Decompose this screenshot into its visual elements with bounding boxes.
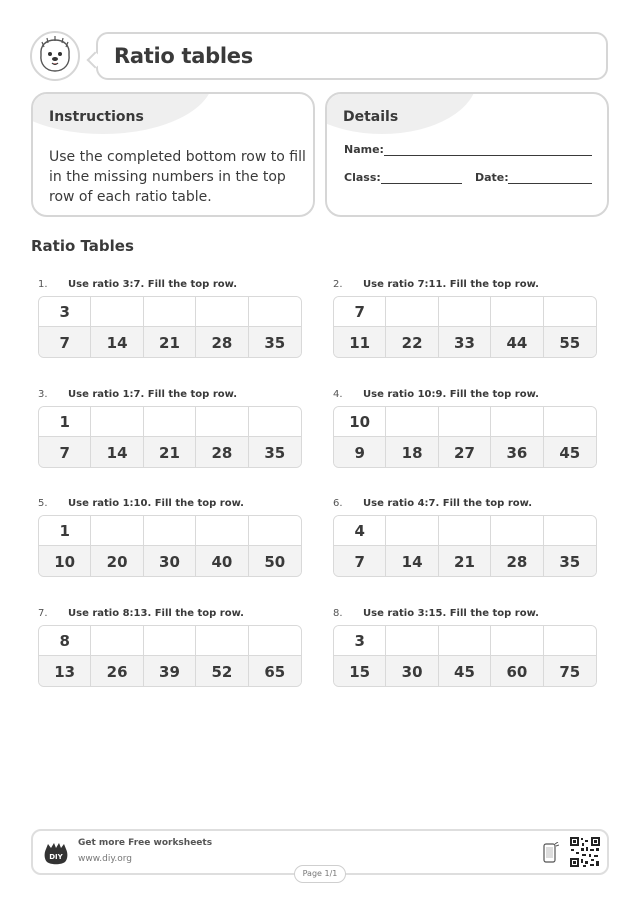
answer-cell[interactable] <box>544 407 596 437</box>
answer-cell[interactable] <box>144 297 196 327</box>
answer-cell[interactable] <box>386 626 438 656</box>
problem-instruction: Use ratio 7:11. Fill the top row. <box>363 279 539 290</box>
bottom-cell: 28 <box>491 546 543 577</box>
answer-cell[interactable] <box>439 297 491 327</box>
bottom-cell: 65 <box>249 656 301 687</box>
problem-number: 2. <box>333 279 343 290</box>
name-field[interactable] <box>384 155 592 156</box>
answer-cell[interactable] <box>386 297 438 327</box>
bottom-cell: 30 <box>144 546 196 577</box>
instructions-text: Use the completed bottom row to fill in the missing numbers in the top row of each ratio table. <box>49 149 306 205</box>
problem-number: 8. <box>333 608 343 619</box>
bottom-cell: 27 <box>439 437 491 468</box>
answer-cell[interactable] <box>439 516 491 546</box>
bottom-cell: 35 <box>544 546 596 577</box>
bottom-cell: 7 <box>39 327 91 358</box>
answer-cell[interactable] <box>91 297 143 327</box>
answer-cell[interactable] <box>386 516 438 546</box>
details-heading: Details <box>343 109 399 125</box>
class-label: Class: <box>344 171 381 184</box>
given-top-cell: 7 <box>334 297 386 327</box>
bottom-cell: 21 <box>439 546 491 577</box>
bottom-cell: 7 <box>334 546 386 577</box>
bottom-cell: 14 <box>386 546 438 577</box>
bottom-cell: 44 <box>491 327 543 358</box>
answer-cell[interactable] <box>491 626 543 656</box>
problem-instruction: Use ratio 3:7. Fill the top row. <box>68 279 238 290</box>
ratio-table <box>333 625 597 687</box>
bottom-cell: 35 <box>249 327 301 358</box>
date-field[interactable] <box>508 183 592 184</box>
bottom-cell: 36 <box>491 437 543 468</box>
answer-cell[interactable] <box>196 297 248 327</box>
bottom-cell: 45 <box>544 437 596 468</box>
answer-cell[interactable] <box>144 626 196 656</box>
bottom-cell: 55 <box>544 327 596 358</box>
bottom-cell: 50 <box>249 546 301 577</box>
answer-cell[interactable] <box>439 407 491 437</box>
problem-number: 6. <box>333 498 343 509</box>
answer-cell[interactable] <box>196 626 248 656</box>
given-top-cell: 1 <box>39 516 91 546</box>
answer-cell[interactable] <box>491 516 543 546</box>
ratio-table <box>38 515 302 577</box>
bottom-cell: 21 <box>144 437 196 468</box>
answer-cell[interactable] <box>249 516 301 546</box>
ratio-table <box>333 406 597 468</box>
problem-instruction: Use ratio 1:7. Fill the top row. <box>68 389 238 400</box>
bottom-cell: 28 <box>196 327 248 358</box>
logo-text: DIY <box>49 853 63 861</box>
answer-cell[interactable] <box>439 626 491 656</box>
answer-cell[interactable] <box>386 407 438 437</box>
given-top-cell: 10 <box>334 407 386 437</box>
bottom-cell: 22 <box>386 327 438 358</box>
ratio-table <box>333 515 597 577</box>
problem-instruction: Use ratio 10:9. Fill the top row. <box>363 389 539 400</box>
bottom-cell: 14 <box>91 437 143 468</box>
answer-cell[interactable] <box>196 516 248 546</box>
bottom-cell: 28 <box>196 437 248 468</box>
given-top-cell: 4 <box>334 516 386 546</box>
answer-cell[interactable] <box>91 516 143 546</box>
bottom-cell: 14 <box>91 327 143 358</box>
answer-cell[interactable] <box>91 407 143 437</box>
answer-cell[interactable] <box>196 407 248 437</box>
problem-instruction: Use ratio 3:15. Fill the top row. <box>363 608 539 619</box>
details-panel <box>325 92 609 217</box>
bottom-cell: 45 <box>439 656 491 687</box>
mascot-face-icon <box>32 33 78 79</box>
ratio-table <box>38 406 302 468</box>
given-top-cell: 3 <box>39 297 91 327</box>
problem-instruction: Use ratio 4:7. Fill the top row. <box>363 498 533 509</box>
answer-cell[interactable] <box>144 407 196 437</box>
section-title: Ratio Tables <box>31 237 134 255</box>
answer-cell[interactable] <box>249 297 301 327</box>
answer-cell[interactable] <box>249 626 301 656</box>
problem-number: 7. <box>38 608 48 619</box>
bottom-cell: 30 <box>386 656 438 687</box>
answer-cell[interactable] <box>249 407 301 437</box>
bottom-cell: 26 <box>91 656 143 687</box>
answer-cell[interactable] <box>491 407 543 437</box>
page-number: Page 1/1 <box>294 865 346 883</box>
ratio-table <box>38 625 302 687</box>
mascot-icon <box>30 31 80 81</box>
answer-cell[interactable] <box>144 516 196 546</box>
ratio-table <box>333 296 597 358</box>
bottom-cell: 39 <box>144 656 196 687</box>
bottom-cell: 35 <box>249 437 301 468</box>
bottom-cell: 75 <box>544 656 596 687</box>
bottom-cell: 21 <box>144 327 196 358</box>
bottom-cell: 10 <box>39 546 91 577</box>
bottom-cell: 9 <box>334 437 386 468</box>
bottom-cell: 13 <box>39 656 91 687</box>
instructions-panel <box>31 92 315 217</box>
ratio-table <box>38 296 302 358</box>
problem-instruction: Use ratio 8:13. Fill the top row. <box>68 608 244 619</box>
name-label: Name: <box>344 143 384 156</box>
given-top-cell: 3 <box>334 626 386 656</box>
problem-number: 1. <box>38 279 48 290</box>
speech-tail <box>87 52 104 69</box>
bottom-cell: 40 <box>196 546 248 577</box>
bottom-cell: 15 <box>334 656 386 687</box>
footer-promo[interactable]: Get more Free worksheets <box>78 838 213 848</box>
problem-instruction: Use ratio 1:10. Fill the top row. <box>68 498 244 509</box>
date-label: Date: <box>475 171 509 184</box>
given-top-cell: 8 <box>39 626 91 656</box>
answer-cell[interactable] <box>544 626 596 656</box>
bottom-cell: 52 <box>196 656 248 687</box>
bottom-cell: 18 <box>386 437 438 468</box>
given-top-cell: 1 <box>39 407 91 437</box>
bottom-cell: 7 <box>39 437 91 468</box>
bottom-cell: 11 <box>334 327 386 358</box>
bottom-cell: 33 <box>439 327 491 358</box>
answer-cell[interactable] <box>91 626 143 656</box>
instructions-heading: Instructions <box>49 109 144 125</box>
diy-logo-icon <box>43 841 69 865</box>
bottom-cell: 20 <box>91 546 143 577</box>
footer-site-link[interactable]: www.diy.org <box>78 854 132 864</box>
answer-cell[interactable] <box>491 297 543 327</box>
problem-number: 3. <box>38 389 48 400</box>
title-box <box>96 32 608 80</box>
bottom-cell: 60 <box>491 656 543 687</box>
problem-number: 5. <box>38 498 48 509</box>
class-field[interactable] <box>381 183 462 184</box>
answer-cell[interactable] <box>544 516 596 546</box>
problem-number: 4. <box>333 389 343 400</box>
answer-cell[interactable] <box>544 297 596 327</box>
qr-code-icon[interactable] <box>569 836 601 868</box>
phone-icon <box>543 842 559 864</box>
page-title: Ratio tables <box>114 44 253 68</box>
